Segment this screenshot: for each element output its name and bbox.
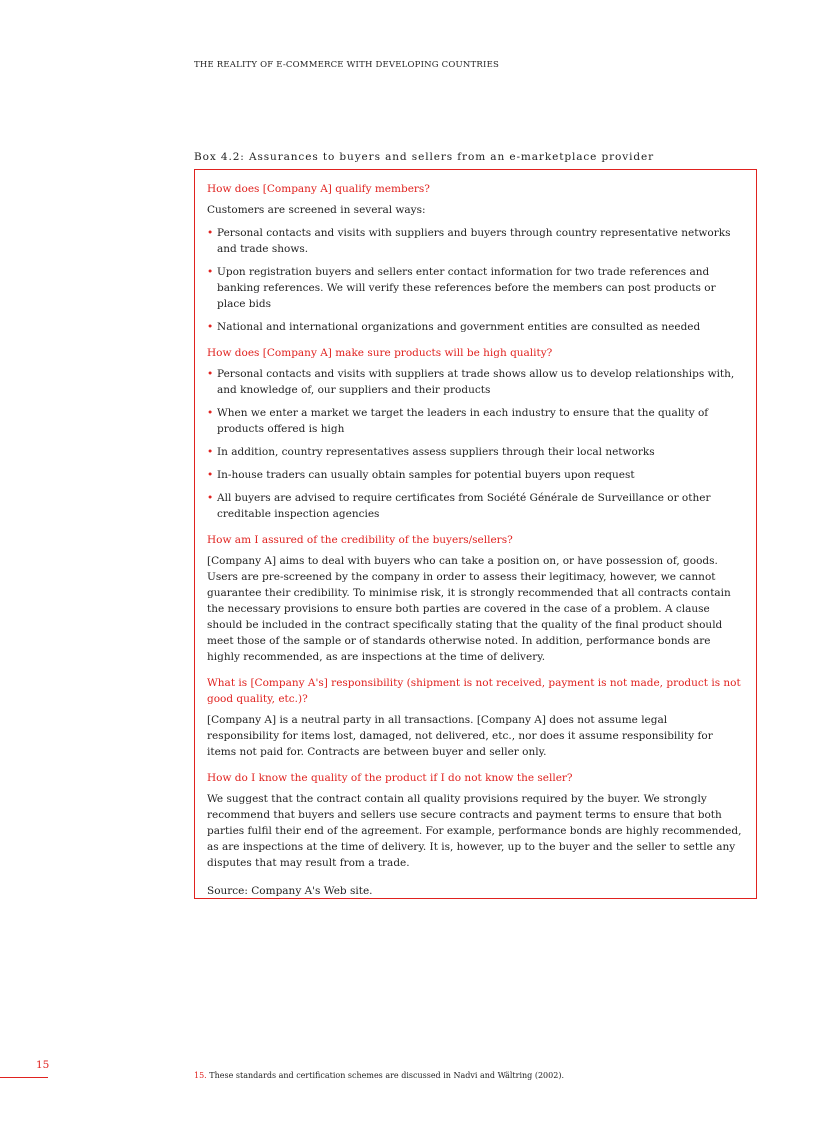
list-item: • In addition, country representatives assess suppliers through their local networks xyxy=(207,446,655,458)
section-text: [Company A] is a neutral party in all transactions. [Company A] does not assume legal responsibility for items lost, damaged, not delivered, etc., nor does it assume responsibility for items not paid for. Contracts are between buyer and seller only. xyxy=(207,714,713,758)
bullet-icon: • xyxy=(207,492,214,504)
assurances-box xyxy=(194,169,757,899)
bullet-icon: • xyxy=(207,446,214,458)
list-item: • Upon registration buyers and sellers enter contact information for two trade references and banking references. We will verify these references before the members can post products or place bids xyxy=(207,266,716,310)
page-number-rule xyxy=(0,1077,48,1078)
section-question: How do I know the quality of the product if I do not know the seller? xyxy=(207,772,573,784)
footnote xyxy=(194,1071,564,1080)
section-text: We suggest that the contract contain all quality provisions required by the buyer. We strongly recommend that buyers and sellers use secure contracts and payment terms to ensure that both parties fulfil their end of the agreement. For example, performance bonds are highly recommended, as are inspections at the time of delivery. It is, however, up to the buyer and the seller to settle any disputes that may result from a trade. xyxy=(207,793,742,869)
bullet-icon: • xyxy=(207,266,214,278)
section-responsibility xyxy=(207,675,742,760)
list-item: • Personal contacts and visits with suppliers and buyers through country representative networks and trade shows. xyxy=(207,227,731,255)
section-question: What is [Company A's] responsibility (shipment is not received, payment is not made, product is not good quality, etc.)? xyxy=(207,677,741,705)
list-item: • All buyers are advised to require certificates from Société Générale de Surveillance or other creditable inspection agencies xyxy=(207,492,711,520)
section-unknown-seller xyxy=(207,770,742,871)
bullet-icon: • xyxy=(207,227,214,239)
box-title: Box 4.2: Assurances to buyers and sellers from an e-marketplace provider xyxy=(194,151,655,163)
section-question: How does [Company A] qualify members? xyxy=(207,183,430,195)
footnote-number: 15. xyxy=(194,1071,207,1080)
section-credibility xyxy=(207,532,742,665)
section-product-quality xyxy=(207,345,742,522)
bullet-list xyxy=(207,366,742,522)
bullet-icon: • xyxy=(207,368,214,380)
running-head: THE REALITY OF E-COMMERCE WITH DEVELOPING COUNTRIES xyxy=(194,60,500,70)
bullet-list xyxy=(207,225,742,335)
footnote-text: These standards and certification schemes are discussed in Nadvi and Wältring (2002). xyxy=(209,1071,564,1080)
section-qualify-members xyxy=(207,181,742,335)
bullet-icon: • xyxy=(207,321,214,333)
bullet-icon: • xyxy=(207,469,214,481)
source-note: Source: Company A's Web site. xyxy=(207,885,373,897)
section-question: How does [Company A] make sure products will be high quality? xyxy=(207,347,553,359)
list-item: • When we enter a market we target the leaders in each industry to ensure that the quality of products offered is high xyxy=(207,407,709,435)
section-text: [Company A] aims to deal with buyers who can take a position on, or have possession of, goods. Users are pre-screened by the company in order to assess their legitimacy, however, we cannot guarantee their credibility. To minimise risk, it is strongly recommended that all contracts contain the necessary provisions to ensure both parties are covered in the case of a problem. A clause should be included in the contract specifically stating that the quality of the final product should meet those of the sample or of standards otherwise noted. In addition, performance bonds are highly recommended, as are inspections at the time of delivery. xyxy=(207,555,731,663)
list-item: • In-house traders can usually obtain samples for potential buyers upon request xyxy=(207,469,635,481)
bullet-icon: • xyxy=(207,407,214,419)
section-intro: Customers are screened in several ways: xyxy=(207,204,426,216)
page-number: 15 xyxy=(36,1059,50,1071)
section-question: How am I assured of the credibility of the buyers/sellers? xyxy=(207,534,513,546)
list-item: • Personal contacts and visits with suppliers at trade shows allow us to develop relationships with, and knowledge of, our suppliers and their products xyxy=(207,368,735,396)
list-item: • National and international organizations and government entities are consulted as needed xyxy=(207,321,701,333)
